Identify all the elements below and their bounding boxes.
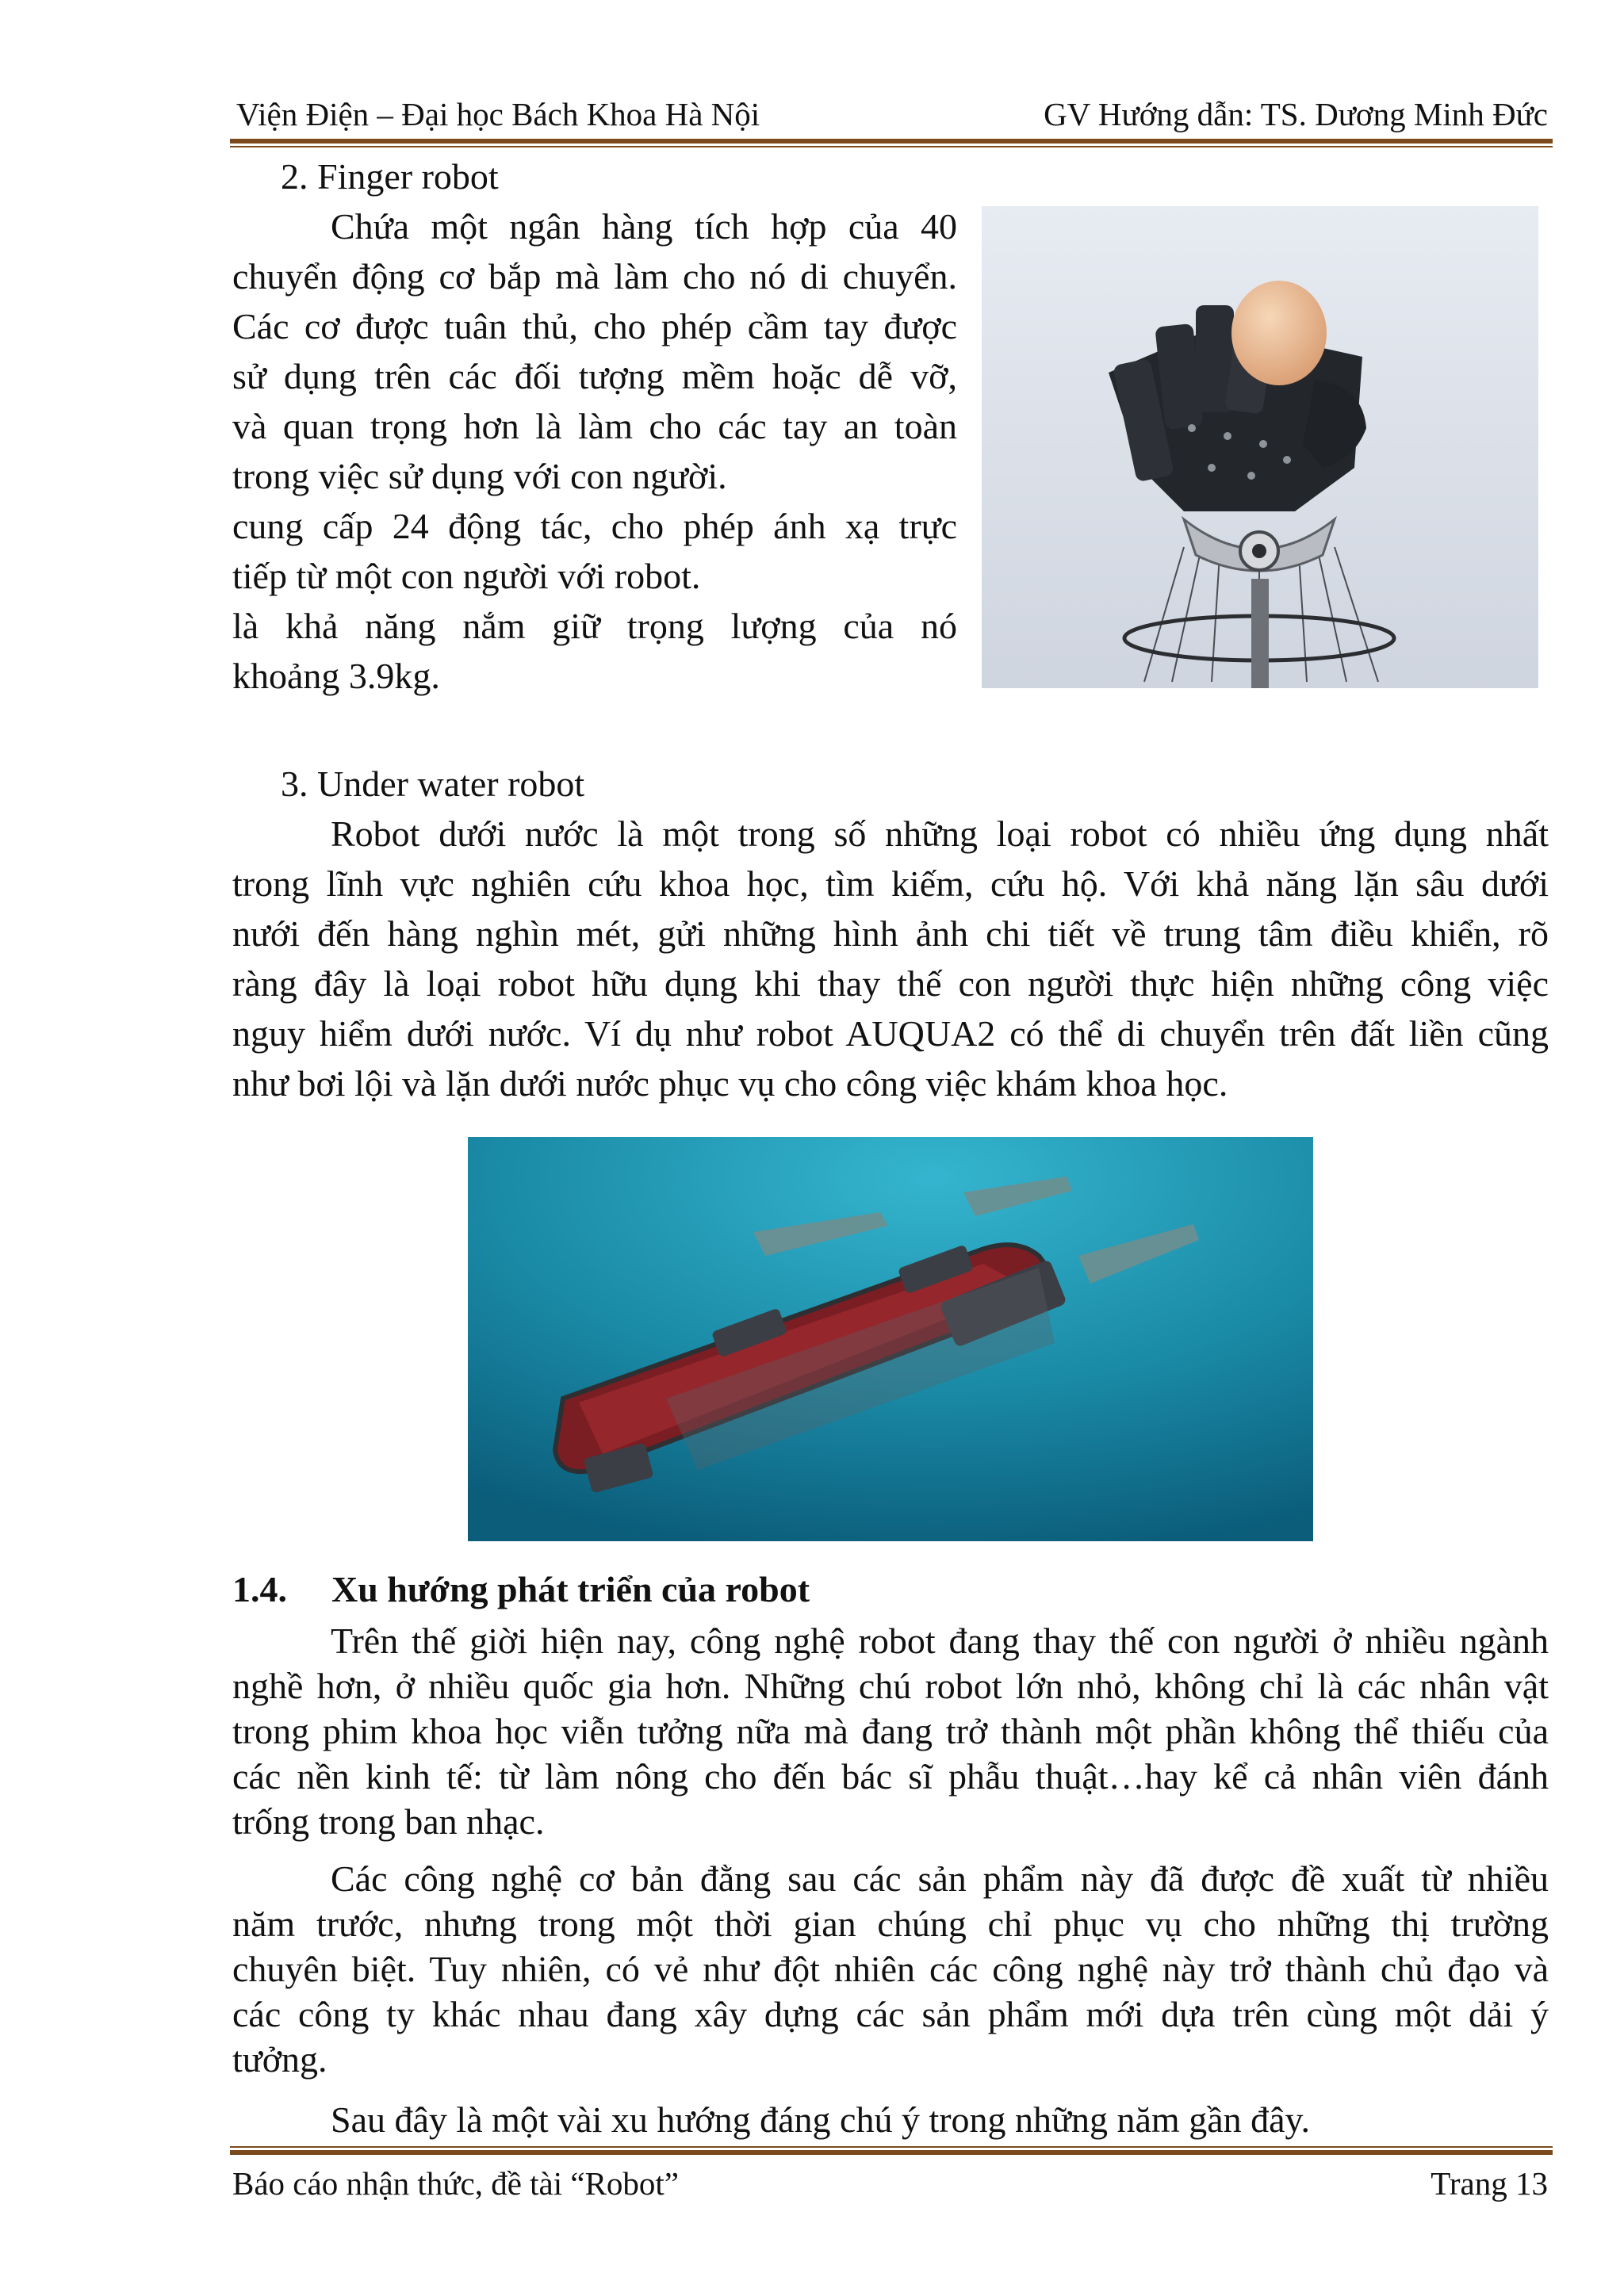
footer-report-title: Báo cáo nhận thức, đề tài “Robot” (232, 2165, 680, 2202)
header-rule-thick (230, 139, 1553, 144)
text-line: năm trước, nhưng trong một thời gian chúng chỉ phục vụ cho những thị trường (232, 1904, 1549, 1944)
header-rule-thin (230, 146, 1553, 147)
footer-rule-thick (230, 2150, 1553, 2155)
text-line: Các công nghệ cơ bản đằng sau các sản phẩm này đã được đề xuất từ nhiều (331, 1858, 1549, 1899)
text-line: là khả năng nắm giữ trọng lượng của nó (232, 606, 957, 646)
text-line: ràng đây là loại robot hữu dụng khi thay thế con người thực hiện những công việc (232, 963, 1549, 1004)
text-line: tưởng. (232, 2039, 327, 2080)
finger-robot-paragraph (232, 201, 957, 701)
trends-paragraph-3: Sau đây là một vài xu hướng đáng chú ý trong những năm gần đây. (331, 2099, 1311, 2140)
text-line: nguy hiểm dưới nước. Ví dụ như robot AUQUA2 có thể di chuyển trên đất liền cũng (232, 1013, 1549, 1054)
section-title: Xu hướng phát triển của robot (331, 1569, 810, 1609)
section-number: 1.4. (232, 1569, 287, 1609)
footer-rule-thin (230, 2146, 1553, 2148)
text-line: và quan trọng hơn là làm cho các tay an toàn (232, 406, 957, 446)
text-line: chuyển động cơ bắp mà làm cho nó di chuyển. (232, 256, 957, 297)
header-institution: Viện Điện – Đại học Bách Khoa Hà Nội (236, 96, 760, 132)
text-line: cung cấp 24 động tác, cho phép ánh xạ trực (232, 506, 957, 546)
underwater-robot-paragraph (232, 809, 1549, 1108)
text-line: khoảng 3.9kg. (232, 656, 440, 696)
trends-paragraph-2 (232, 1856, 1549, 2082)
trends-paragraph-1 (232, 1618, 1549, 1844)
text-line: các nền kinh tế: từ làm nông cho đến bác sĩ phẫu thuật…hay kể cả nhân viên đánh (232, 1756, 1549, 1797)
text-line: Robot dưới nước là một trong số những loại robot có nhiều ứng dụng nhất (331, 813, 1549, 854)
section-finger-robot-title: 2. Finger robot (281, 156, 499, 197)
text-line: trong việc sử dụng với con người. (232, 456, 727, 496)
text-line: trong lĩnh vực nghiên cứu khoa học, tìm kiếm, cứu hộ. Với khả năng lặn sâu dưới (232, 863, 1549, 904)
finger-robot-image (982, 206, 1538, 688)
text-line: Chứa một ngân hàng tích hợp của 40 (331, 206, 957, 247)
header-advisor: GV Hướng dẫn: TS. Dương Minh Đức (1044, 96, 1548, 132)
text-line: các công ty khác nhau đang xây dựng các sản phẩm mới dựa trên cùng một dải ý (232, 1994, 1549, 2034)
text-line: Các cơ được tuân thủ, cho phép cầm tay được (232, 306, 957, 346)
text-line: chuyên biệt. Tuy nhiên, có vẻ như đột nhiên các công nghệ này trở thành chủ đạo và (232, 1949, 1549, 1989)
text-line: trong phim khoa học viễn tưởng nữa mà đang trở thành một phần không thể thiếu của (232, 1711, 1549, 1751)
text-line: trống trong ban nhạc. (232, 1801, 545, 1842)
text-line: nưới đến hàng nghìn mét, gửi những hình ảnh chi tiết về trung tâm điều khiển, rõ (232, 913, 1549, 954)
underwater-robot-image (468, 1137, 1313, 1541)
page-number: Trang 13 (1431, 2165, 1548, 2202)
text-line: sử dụng trên các đối tượng mềm hoặc dễ vỡ, (232, 356, 957, 396)
section-underwater-robot-title: 3. Under water robot (281, 763, 585, 804)
text-line: Trên thế giời hiện nay, công nghệ robot đang thay thế con người ở nhiều ngành (331, 1621, 1549, 1661)
text-line: tiếp từ một con người với robot. (232, 556, 701, 596)
text-line: như bơi lội và lặn dưới nước phục vụ cho công việc khám khoa học. (232, 1063, 1228, 1104)
text-line: nghề hơn, ở nhiều quốc gia hơn. Những chú robot lớn nhỏ, không chỉ là các nhân vật (232, 1666, 1549, 1706)
